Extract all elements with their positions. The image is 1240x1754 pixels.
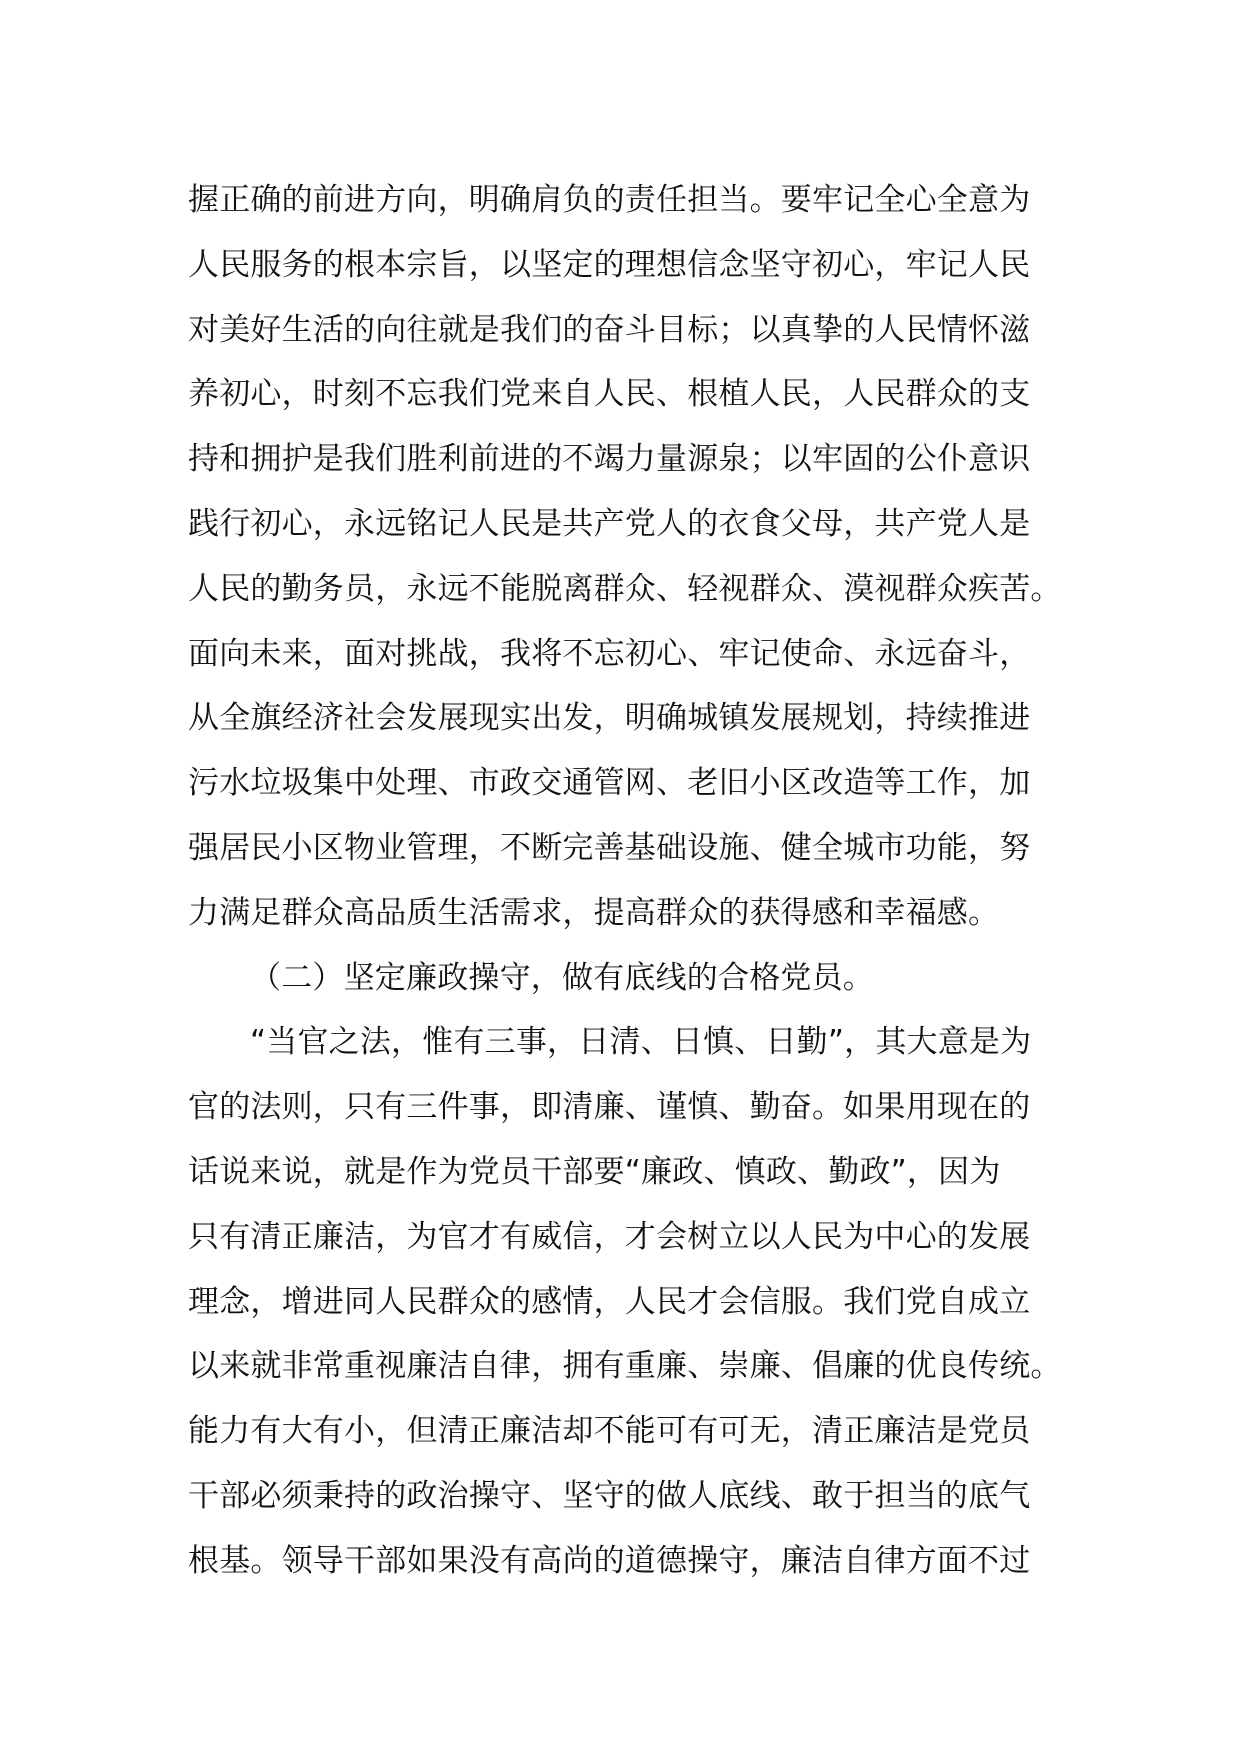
text-line: 根基。领导干部如果没有高尚的道德操守，廉洁自律方面不过 xyxy=(188,1542,1031,1579)
text-line: 官的法则，只有三件事，即清廉、谨慎、勤奋。如果用现在的 xyxy=(188,1089,1031,1126)
text-line: 以来就非常重视廉洁自律，拥有重廉、崇廉、倡廉的优良传统。 xyxy=(188,1348,1062,1385)
body-text xyxy=(188,168,1088,1594)
text-line: 持和拥护是我们胜利前进的不竭力量源泉；以牢固的公仆意识 xyxy=(188,441,1031,478)
text-line: 干部必须秉持的政治操守、坚守的做人底线、敢于担当的底气 xyxy=(188,1477,1031,1514)
text-line: 话说来说，就是作为党员干部要“廉政、慎政、勤政”，因为 xyxy=(188,1153,1001,1190)
text-line: “当官之法，惟有三事，日清、日慎、日勤”，其大意是为 xyxy=(250,1024,1032,1061)
text-line: 养初心，时刻不忘我们党来自人民、根植人民，人民群众的支 xyxy=(188,376,1031,413)
text-line: 力满足群众高品质生活需求，提高群众的获得感和幸福感。 xyxy=(188,894,1000,931)
text-line: 理念，增进同人民群众的感情，人民才会信服。我们党自成立 xyxy=(188,1283,1031,1320)
text-line: 只有清正廉洁，为官才有威信，才会树立以人民为中心的发展 xyxy=(188,1218,1031,1255)
text-line: 对美好生活的向往就是我们的奋斗目标；以真挚的人民情怀滋 xyxy=(188,311,1031,348)
text-line: 人民的勤务员，永远不能脱离群众、轻视群众、漠视群众疾苦。 xyxy=(188,570,1062,607)
text-line: 污水垃圾集中处理、市政交通管网、老旧小区改造等工作，加 xyxy=(188,765,1031,802)
text-line: 强居民小区物业管理，不断完善基础设施、健全城市功能，努 xyxy=(188,829,1031,866)
section-heading: （二）坚定廉政操守，做有底线的合格党员。 xyxy=(250,959,874,996)
text-line: 握正确的前进方向，明确肩负的责任担当。要牢记全心全意为 xyxy=(188,182,1031,218)
text-line: 践行初心，永远铭记人民是共产党人的衣食父母，共产党人是 xyxy=(188,505,1031,542)
text-line: 能力有大有小，但清正廉洁却不能可有可无，清正廉洁是党员 xyxy=(188,1413,1031,1450)
text-line: 从全旗经济社会发展现实出发，明确城镇发展规划，持续推进 xyxy=(188,700,1031,737)
text-line: 人民服务的根本宗旨，以坚定的理想信念坚守初心，牢记人民 xyxy=(188,246,1031,283)
text-line: 面向未来，面对挑战，我将不忘初心、牢记使命、永远奋斗， xyxy=(188,635,1031,672)
